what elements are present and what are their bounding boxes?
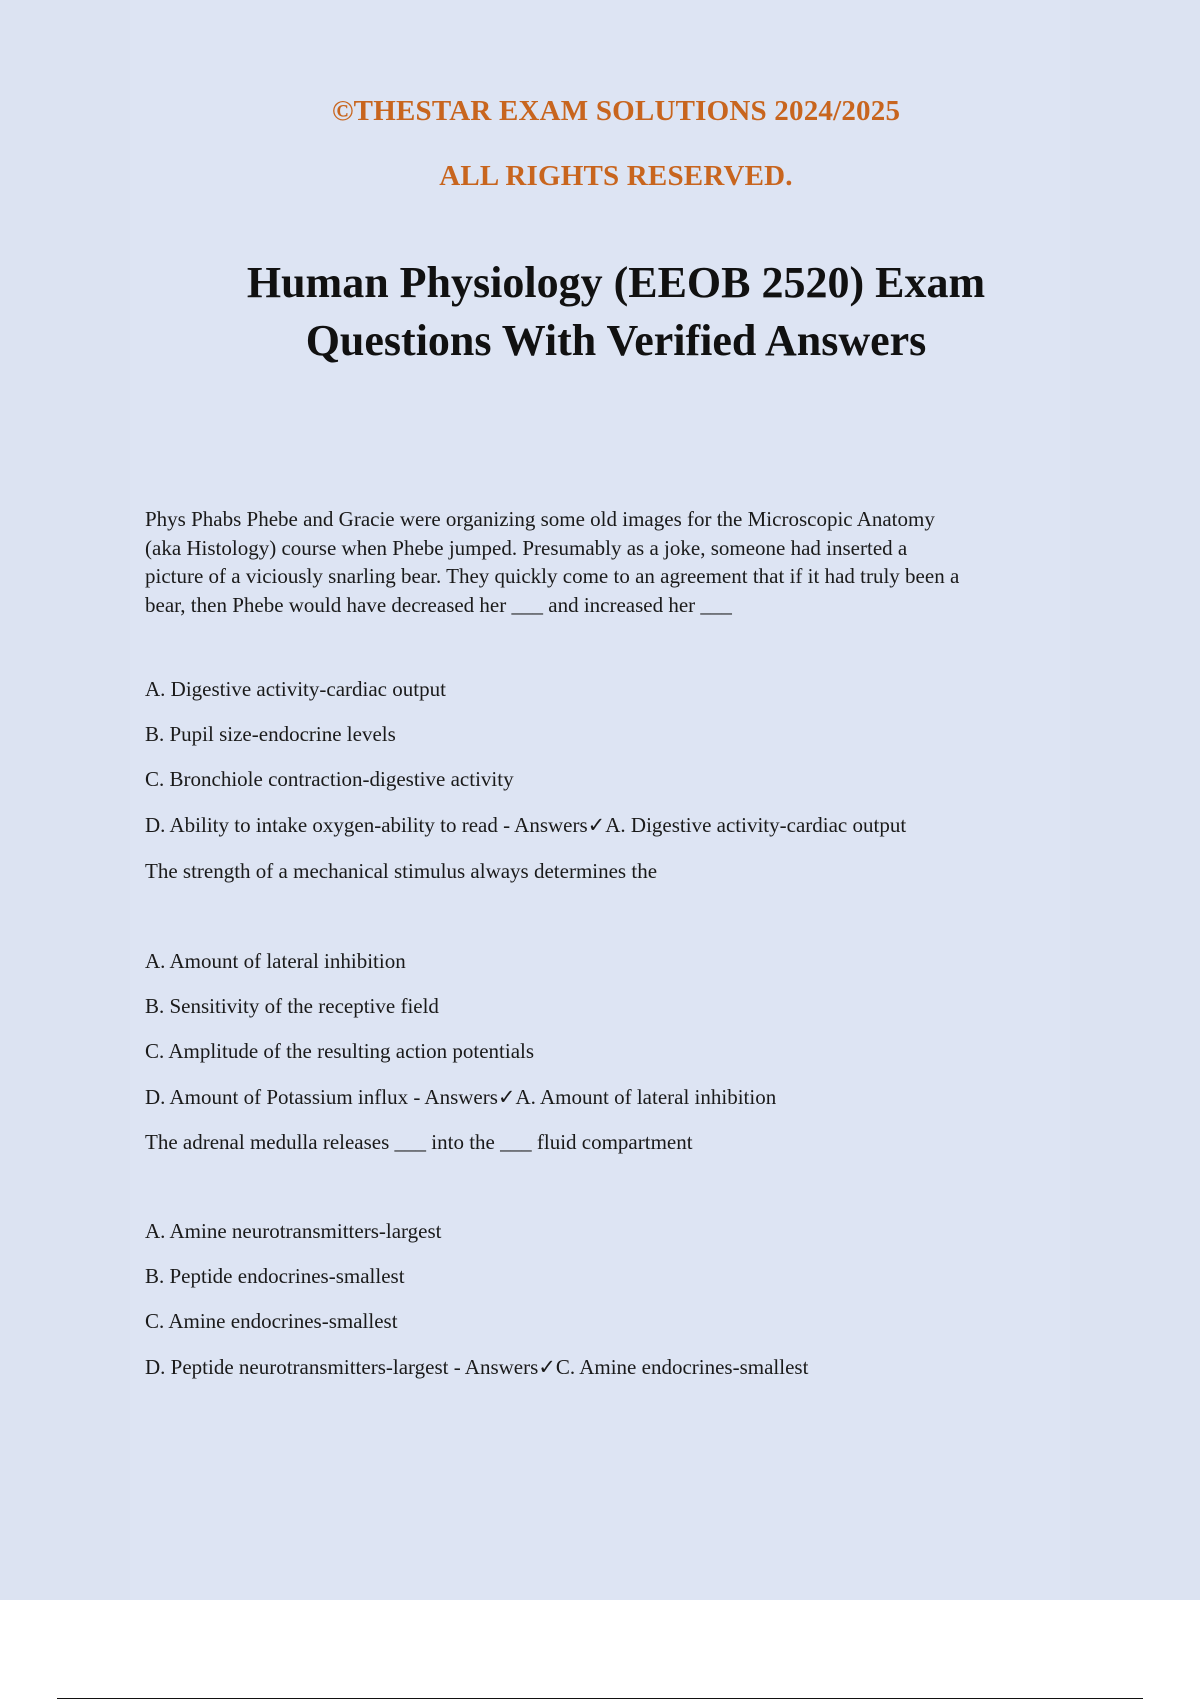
question-stem: The strength of a mechanical stimulus always determines the xyxy=(145,859,658,883)
answer-option-with-answer: D. Peptide neurotransmitters-largest - Answers✓C. Amine endocrines-smallest xyxy=(145,1355,809,1379)
answer-option: B. Peptide endocrines-smallest xyxy=(145,1264,405,1288)
answer-option: C. Amplitude of the resulting action potentials xyxy=(145,1039,535,1063)
answer-option: C. Amine endocrines-smallest xyxy=(145,1309,398,1333)
question-block xyxy=(145,1128,1095,1381)
copyright-notice: ©THESTAR EXAM SOLUTIONS 2024/2025 xyxy=(331,95,901,127)
question-stem-line: (aka Histology) course when Phebe jumped. Presumably as a joke, someone had inserted a xyxy=(145,535,908,560)
footer-divider xyxy=(57,1698,1143,1699)
question-stem xyxy=(145,505,1095,619)
answer-option: B. Pupil size-endocrine levels xyxy=(145,722,396,746)
answer-option: B. Sensitivity of the receptive field xyxy=(145,994,439,1018)
answer-option: C. Bronchiole contraction-digestive activity xyxy=(145,767,514,791)
document-title-line: Questions With Verified Answers xyxy=(305,316,927,365)
answer-option-with-answer: D. Ability to intake oxygen-ability to read - Answers✓A. Digestive activity-cardiac output xyxy=(145,813,907,837)
question-stem-line: picture of a viciously snarling bear. They quickly come to an agreement that if it had truly been a xyxy=(145,564,960,588)
question-block xyxy=(145,505,1095,839)
rights-reserved-notice: ALL RIGHTS RESERVED. xyxy=(439,160,793,192)
answer-option: A. Amount of lateral inhibition xyxy=(145,949,406,973)
question-stem-line: bear, then Phebe would have decreased her ___ and increased her ___ xyxy=(145,592,732,617)
question-stem: The adrenal medulla releases ___ into the ___ fluid compartment xyxy=(145,1130,693,1154)
question-stem-line: Phys Phabs Phebe and Gracie were organizing some old images for the Microscopic Anatomy xyxy=(145,507,935,531)
document-title xyxy=(0,254,1200,370)
answer-option: A. Digestive activity-cardiac output xyxy=(145,677,446,701)
answer-option-with-answer: D. Amount of Potassium influx - Answers✓A. Amount of lateral inhibition xyxy=(145,1085,777,1109)
question-list xyxy=(145,505,1095,1381)
answer-option: A. Amine neurotransmitters-largest xyxy=(145,1219,442,1243)
document-title-line: Human Physiology (EEOB 2520) Exam xyxy=(246,258,986,307)
question-block xyxy=(145,857,1095,1111)
